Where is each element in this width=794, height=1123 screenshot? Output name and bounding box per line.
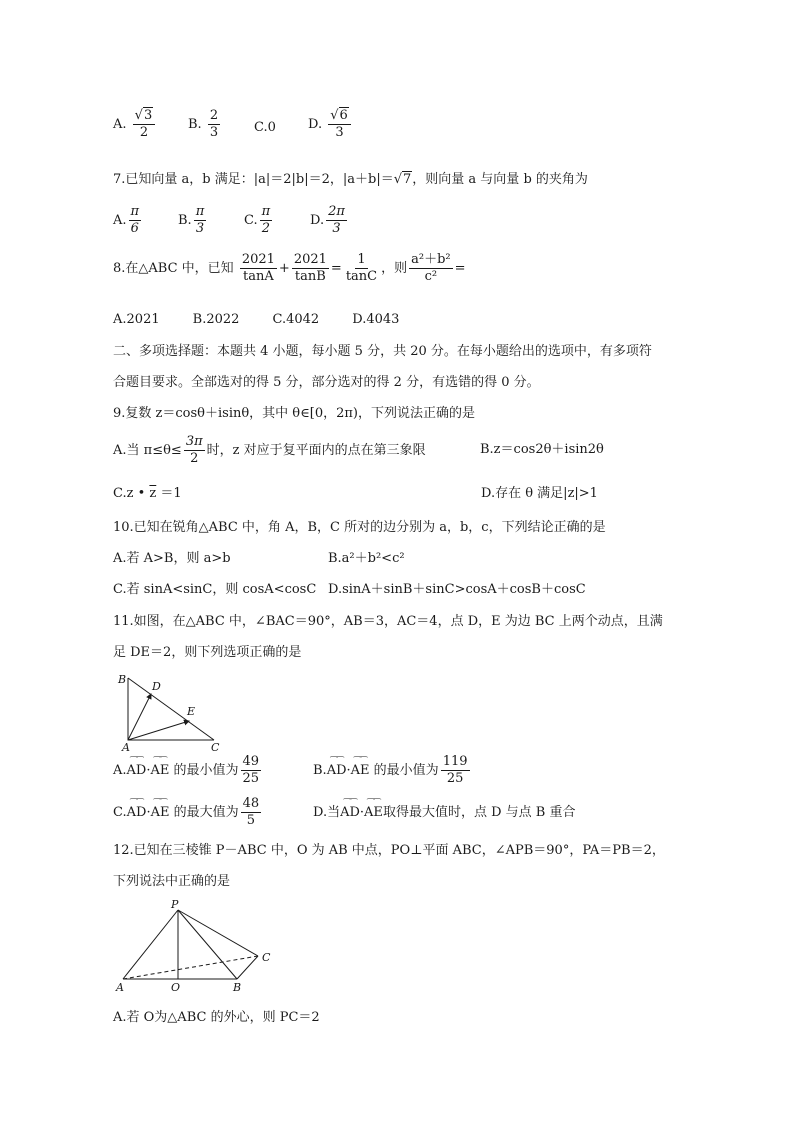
q12-pyramid-figure [113,898,288,998]
q8-stem: 8.在△ABC 中，已知 $\frac{2021}{\tan A}$ + $\frac{2021}{\tan B}$ = $\frac{1}{\tan C}$ ，则 $\frac{\text{a²＋b²}}{\text{c²}}$ = [113,252,466,284]
q7-option-d: D. $\frac{2\pi}{3}$ [310,204,345,236]
q6-option-a: A. $\frac{√3}{2}$ [113,108,157,141]
q11-option-b: B.⁀⁀ AD·⁀⁀ AE 的最小值为 $\frac{119}{25}$ [313,754,472,787]
q9-stem: 9.复数 z＝cosθ＋isinθ，其中 θ∈[0，2π)，下列说法正确的是 [113,406,475,421]
q11-option-d: D.当⁀⁀ AD·⁀⁀ AE取得最大值时，点 D 与点 B 重合 [313,803,575,823]
fig12-label-o: O [171,981,181,994]
q6-option-b: B. $\frac{2}{3}$ [188,108,219,140]
section2-line1: 二、多项选择题：本题共 4 小题，每小题 5 分，共 20 分。在每小题给出的选项中，有多项符 [113,344,652,359]
q7-stem: 7.已知向量 a，b 满足：|a|＝2|b|＝2，|a＋b|＝√7，则向量 a 与向量 b 的夹角为 [113,172,588,187]
q9-option-a: A.当 π≤θ≤ $\frac{3\pi}{2}$ 时，z 对应于复平面内的点在第三象限 [113,434,426,466]
q11-option-a: A.⁀⁀ AD·⁀⁀ AE 的最小值为 $\frac{49}{25}$ [113,754,263,787]
q11-line1: 11.如图，在△ABC 中，∠BAC＝90°，AB＝3，AC＝4，点 D，E 为边 BC 上两个动点，且满 [113,614,663,629]
fig12-label-a: A [116,981,124,994]
q7-option-a: A. $\frac{\pi}{6}$ [113,204,140,236]
q10-option-c: C.若 sinA<sinC，则 cosA<cosC [113,582,317,597]
q12-option-a: A.若 O为△ABC 的外心，则 PC＝2 [113,1010,320,1025]
q9-option-d: D.存在 θ 满足|z|>1 [481,486,598,501]
q12-line2: 下列说法中正确的是 [113,874,231,889]
q6-option-d: D. $\frac{√6}{3}$ [308,108,353,141]
fig12-label-b: B [233,981,242,994]
q10-option-b: B.a²＋b²<c² [328,551,405,566]
q7-option-b: B. $\frac{\pi}{3}$ [178,204,205,236]
fig11-label-a: A [122,741,130,752]
q7-option-c: C. $\frac{\pi}{2}$ [244,204,271,236]
q6-option-c: C.0 [254,120,276,135]
q10-option-d: D.sinA＋sinB＋sinC>cosA＋cosB＋cosC [328,582,586,597]
q11-option-c: C.⁀⁀ AD·⁀⁀ AE 的最大值为 $\frac{48}{5}$ [113,796,263,829]
fig11-label-b: B [118,673,127,686]
q11-triangle-figure [113,670,233,752]
fig11-label-c: C [211,741,220,752]
q10-option-a: A.若 A>B，则 a>b [113,551,231,566]
section2-line2: 合题目要求。全部选对的得 5 分，部分选对的得 2 分，有选错的得 0 分。 [113,375,540,390]
fig12-label-c: C [262,951,271,964]
q11-line2: 足 DE＝2，则下列选项正确的是 [113,645,302,660]
fig12-label-p: P [171,898,179,911]
q8-options: A.2021 B.2022 C.4042 D.4043 [113,312,400,327]
fig11-label-e: E [187,705,196,718]
q9-option-b: B.z＝cos2θ＋isin2θ [480,442,604,457]
q12-line1: 12.已知在三棱锥 P－ABC 中，O 为 AB 中点，PO⊥平面 ABC，∠APB＝90°，PA＝PB＝2， [113,843,665,858]
q10-stem: 10.已知在锐角△ABC 中，角 A，B，C 所对的边分别为 a，b，c，下列结论正确的是 [113,520,606,535]
q9-option-c: C.z • $\overline{z} =1$ [113,486,182,501]
fig11-label-d: D [152,680,161,693]
